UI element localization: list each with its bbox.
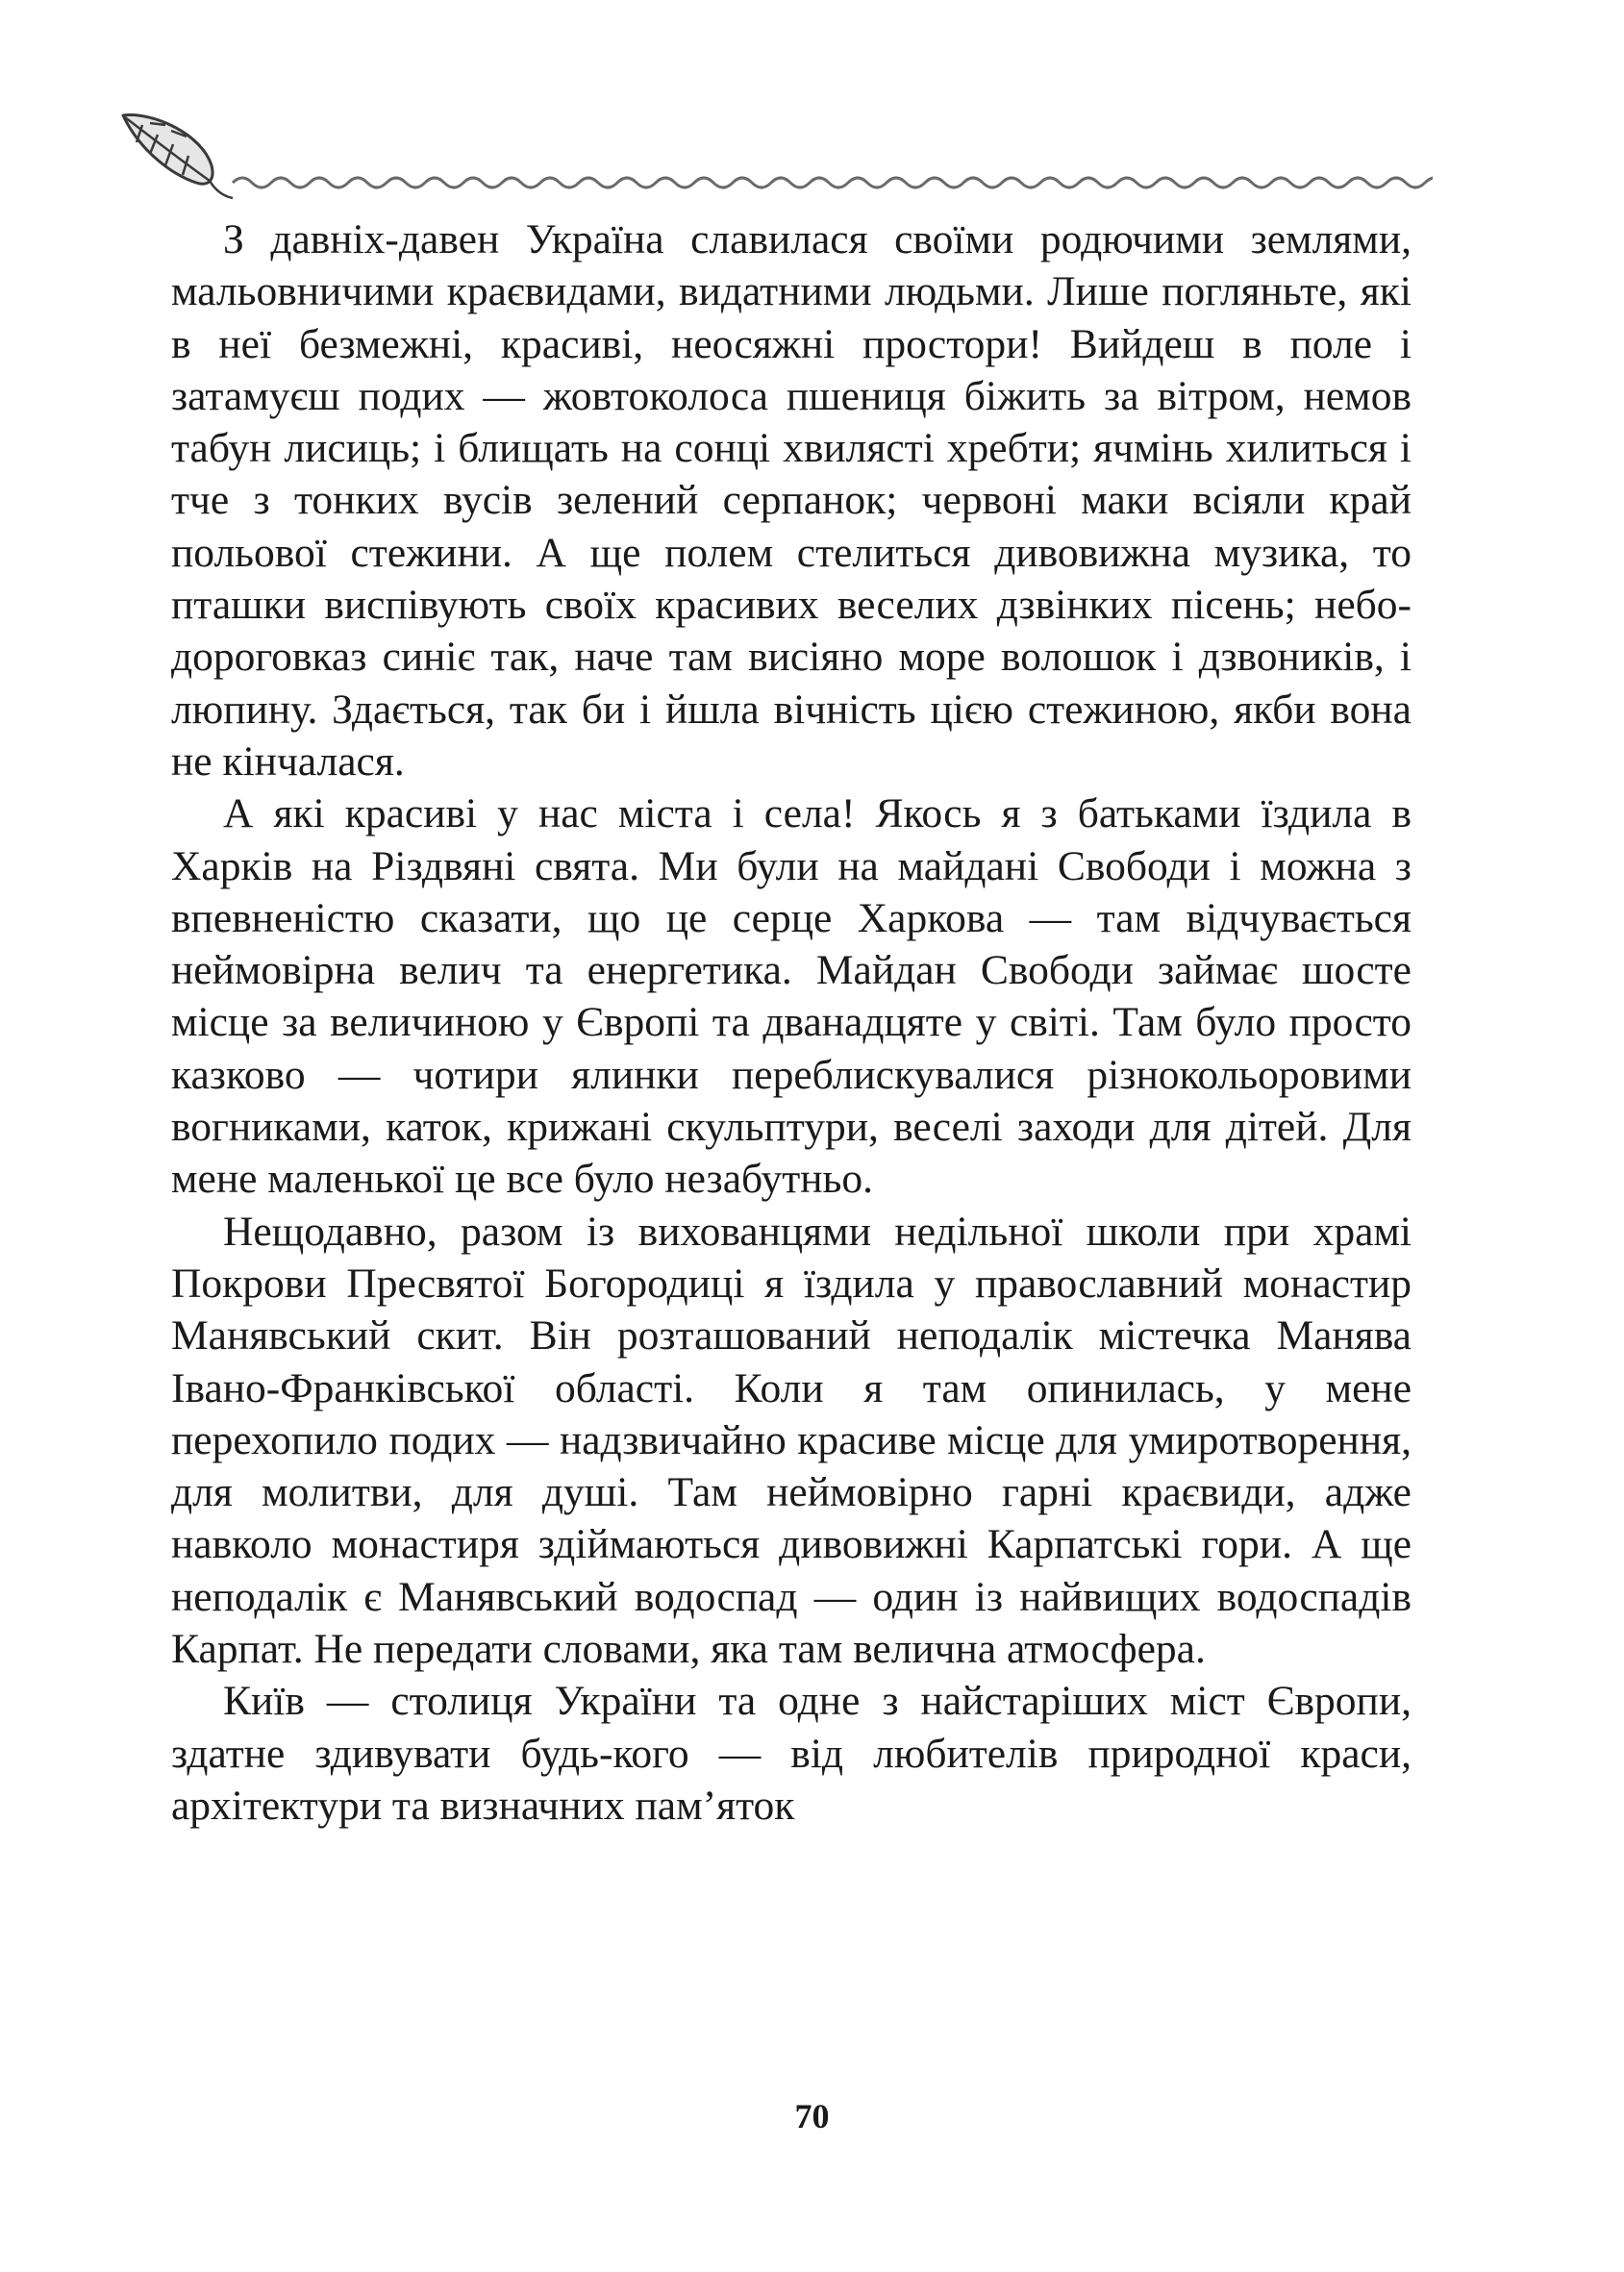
paragraph-2: А які красиві у нас міста і села! Якось я з батьками їздила в Харків на Різдвяні свята. Ми були на майдані Свободи і можна з впевненістю сказати, що це серце Харкова — там відчувається неймовірна велич та енергетика. Майдан Свободи займає шосте місце за величиною у Європі та дванадцяте у світі. Там було просто казково — чотири ялинки переблискувалися різнокольоровими вогниками, каток, крижані скульптури, веселі заходи для дітей. Для мене маленької це все було незабутньо. bbox=[171, 790, 1412, 1203]
paragraph-1: З давніх-давен Україна славилася своїми родючими землями, мальовничими краєвидами, видатними людьми. Лише погляньте, які в неї безмежні, красиві, неосяжні простори! Вийдеш в поле і затамуєш подих — жовтоколоса пшениця біжить за вітром, немов табун лисиць; і блищать на сонці хвилясті хребти; ячмінь хилиться і тче з тонких вусів зелений серпанок; червоні маки всіяли край польової стежини. А ще полем стелиться дивовижна музика, то пташки виспівують своїх красивих веселих дзвінких пісень; небо-дороговказ синіє так, наче там висіяно море волошок і дзвоників, і люпину. Здається, так би і йшла вічність цією стежиною, якби вона не кінчалася. bbox=[171, 216, 1412, 785]
feather-icon bbox=[115, 106, 1433, 212]
header-ornament bbox=[115, 106, 1433, 212]
body-text bbox=[171, 213, 1412, 1832]
paragraph-4: Київ — столиця України та одне з найстаріших міст Європи, здатне здивувати будь-кого — від любителів природної краси, архітектури та визначних пам’яток bbox=[171, 1678, 1412, 1829]
paragraph-3: Нещодавно, разом із вихованцями недільної школи при храмі Покрови Пресвятої Богородиці я їздила у православний монастир Манявський скит. Він розташований неподалік містечка Манява Івано-Франківської області. Коли я там опинилась, у мене перехопило подих — надзвичайно красиве місце для умиротворення, для молитви, для душі. Там неймовірно гарні краєвиди, адже навколо монастиря здіймаються дивовижні Карпатські гори. А ще неподалік є Манявський водоспад — один із найвищих водоспадів Карпат. Не передати словами, яка там велична атмосфера. bbox=[171, 1208, 1412, 1673]
page-number: 70 bbox=[794, 2097, 830, 2135]
